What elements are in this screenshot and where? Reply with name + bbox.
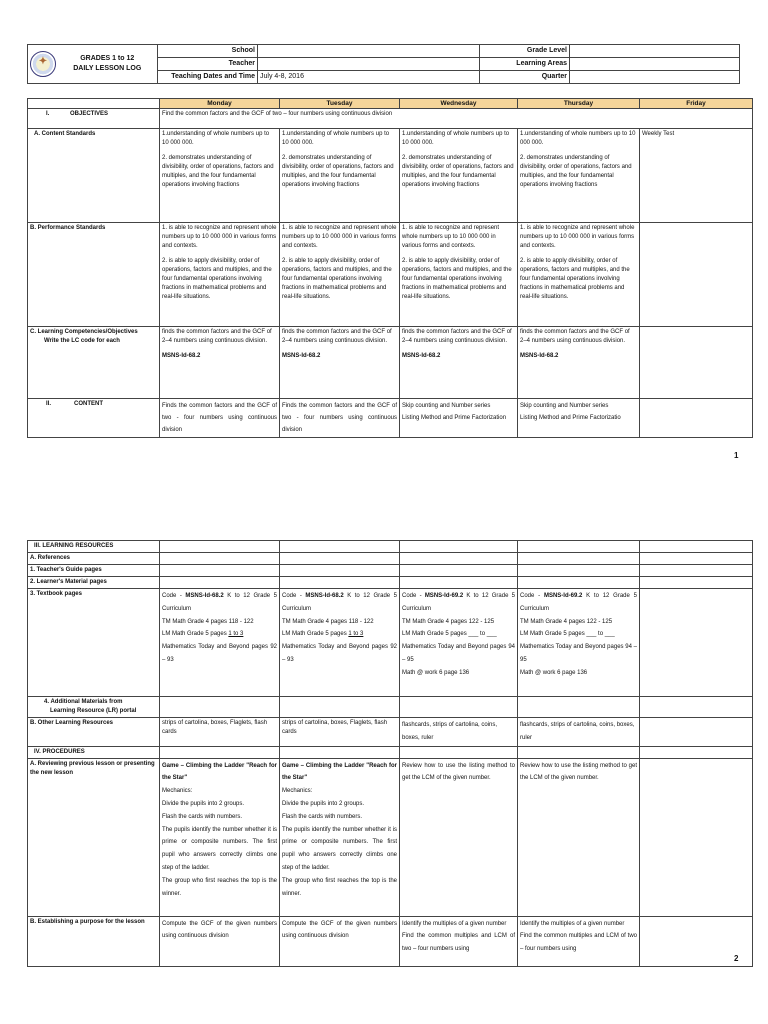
content-row <box>28 399 753 438</box>
tg-pages-row <box>28 565 753 577</box>
other-resources-mon: strips of cartolina, boxes, Flaglets, flash cards <box>160 718 280 747</box>
textbook-tue: Code - MSNS-Id-68.2 K to 12 Grade 5 Curriculum TM Math Grade 4 pages 118 - 122 LM Math Grade 5 pages 1 to 3 Mathematics Today and Beyond pages 92 – 93 <box>280 589 400 697</box>
review-tue: Game – Climbing the Ladder "Reach for the Star" Mechanics: Divide the pupils into 2 groups. Flash the cards with numbers. The pupils identify the number whether it is prime or composite numbers. The first pupil who answers correctly climbs one step of the ladder. The group who first reaches the top is the winner. <box>280 758 400 916</box>
header-table <box>27 44 740 84</box>
performance-standards-label: B. Performance Standards <box>28 223 160 327</box>
deped-seal-icon <box>30 51 56 77</box>
textbook-pages-label: 3. Textbook pages <box>28 589 160 697</box>
content-standards-label: A. Content Standards <box>28 129 160 223</box>
additional-materials-row <box>28 697 753 718</box>
school-label: School <box>158 45 258 58</box>
content-thu: Skip counting and Number series Listing Method and Prime Factorizatio <box>518 399 640 438</box>
competencies-tue: finds the common factors and the GCF of 2–4 numbers using continuous division. MSNS-Id-68.2 <box>280 327 400 399</box>
competencies-mon: finds the common factors and the GCF of 2–4 numbers using continuous division. MSNS-Id-68.2 <box>160 327 280 399</box>
competencies-thu: finds the common factors and the GCF of 2–4 numbers using continuous division. MSNS-Id-68.2 <box>518 327 640 399</box>
learning-resources-label: III. LEARNING RESOURCES <box>28 541 160 553</box>
textbook-fri <box>640 589 753 697</box>
textbook-thu: Code - MSNS-Id-69.2 K to 12 Grade 5 Curriculum TM Math Grade 4 pages 122 - 125 LM Math Grade 5 pages ___ to ___ Mathematics Today and Beyond pages 94 – 95 Math @ work 6 page 136 <box>518 589 640 697</box>
learning-resources-row <box>28 541 753 553</box>
textbook-mon: Code - MSNS-Id-68.2 K to 12 Grade 5 Curriculum TM Math Grade 4 pages 118 - 122 LM Math Grade 5 pages 1 to 3 Mathematics Today and Beyond pages 92 – 93 <box>160 589 280 697</box>
performance-standards-thu: 1. is able to recognize and represent whole numbers up to 10 000 000 in various forms and contexts. 2. is able to apply divisibility, order of operations, factors and multiples, and the four fundamental operations involving fractions in mathematical problems and real-life situations. <box>518 223 640 327</box>
competencies-fri <box>640 327 753 399</box>
objectives-title: OBJECTIVES <box>70 111 109 117</box>
content-standards-row <box>28 129 753 223</box>
page-2 <box>0 510 768 1024</box>
logo-cell <box>28 45 58 84</box>
day-tuesday: Tuesday <box>280 99 400 109</box>
other-resources-row <box>28 718 753 747</box>
purpose-thu: Identify the multiples of a given number Find the common multiples and LCM of two – four numbers using <box>518 916 640 966</box>
procedures-label: IV. PROCEDURES <box>28 746 160 758</box>
competencies-label: C. Learning Competencies/Objectives Write the LC code for each <box>28 327 160 399</box>
performance-standards-wed: 1. is able to recognize and represent whole numbers up to 10 000 000 in various forms and contexts. 2. is able to apply divisibility, order of operations, factors and multiples, and the four fundamental operations involving fractions in mathematical problems and real-life situations. <box>400 223 518 327</box>
review-mon: Game – Climbing the Ladder "Reach for the Star" Mechanics: Divide the pupils into 2 groups. Flash the cards with numbers. The pupils identify the number whether it is prime or composite numbers. The first pupil who answers correctly climbs one step of the ladder. The group who first reaches the top is the winner. <box>160 758 280 916</box>
day-friday: Friday <box>640 99 753 109</box>
procedures-row <box>28 746 753 758</box>
competencies-row <box>28 327 753 399</box>
teacher-field[interactable] <box>258 58 480 71</box>
content-standards-tue: 1.understanding of whole numbers up to 10 000 000. 2. demonstrates understanding of divisibility, order of operations, factors and multiples, and the four fundamental operations involving fractions <box>280 129 400 223</box>
references-label: A. References <box>28 553 160 565</box>
objectives-text: Find the common factors and the GCF of two – four numbers using continuous division <box>160 109 753 129</box>
dates-field[interactable]: July 4-8, 2016 <box>258 71 480 84</box>
lesson-log-table-2 <box>27 540 753 967</box>
review-wed: Review how to use the listing method to get the LCM of the given number. <box>400 758 518 916</box>
dates-label: Teaching Dates and Time <box>158 71 258 84</box>
textbook-wed: Code - MSNS-Id-69.2 K to 12 Grade 5 Curriculum TM Math Grade 4 pages 122 - 125 LM Math Grade 5 pages ___ to ___ Mathematics Today and Beyond pages 94 – 95 Math @ work 6 page 136 <box>400 589 518 697</box>
objectives-row <box>28 109 753 129</box>
content-mon: Finds the common factors and the GCF of two - four numbers using continuous division <box>160 399 280 438</box>
day-header-row <box>28 99 753 109</box>
purpose-label: B. Establishing a purpose for the lesson <box>28 916 160 966</box>
performance-standards-fri <box>640 223 753 327</box>
lm-pages-row <box>28 577 753 589</box>
content-label: II. CONTENT <box>28 399 160 438</box>
tg-pages-label: 1. Teacher's Guide pages <box>28 565 160 577</box>
teacher-label: Teacher <box>158 58 258 71</box>
review-thu: Review how to use the listing method to get the LCM of the given number. <box>518 758 640 916</box>
day-thursday: Thursday <box>518 99 640 109</box>
performance-standards-tue: 1. is able to recognize and represent whole numbers up to 10 000 000 in various forms and contexts. 2. is able to apply divisibility, order of operations, factors and multiples, and the four fundamental operations involving fractions in mathematical problems and real-life situations. <box>280 223 400 327</box>
competencies-wed: finds the common factors and the GCF of 2–4 numbers using continuous division. MSNS-Id-68.2 <box>400 327 518 399</box>
header-title <box>58 45 158 84</box>
other-resources-fri <box>640 718 753 747</box>
lm-pages-label: 2. Learner's Material pages <box>28 577 160 589</box>
school-field[interactable] <box>258 45 480 58</box>
performance-standards-mon: 1. is able to recognize and represent whole numbers up to 10 000 000 in various forms and contexts. 2. is able to apply divisibility, order of operations, factors and multiples, and the four fundamental operations involving fractions in mathematical problems and real-life situations. <box>160 223 280 327</box>
day-header-blank <box>28 99 160 109</box>
content-standards-wed: 1.understanding of whole numbers up to 10 000 000. 2. demonstrates understanding of divisibility, order of operations, factors and multiples, and the four fundamental operations involving fractions <box>400 129 518 223</box>
purpose-mon: Compute the GCF of the given numbers using continuous division <box>160 916 280 966</box>
purpose-tue: Compute the GCF of the given numbers using continuous division <box>280 916 400 966</box>
content-standards-thu: 1.understanding of whole numbers up to 10 000 000. 2. demonstrates understanding of divisibility, order of operations, factors and multiples, and the four fundamental operations involving fractions <box>518 129 640 223</box>
day-monday: Monday <box>160 99 280 109</box>
lesson-log-table <box>27 98 753 438</box>
grade-level-label: Grade Level <box>480 45 570 58</box>
day-wednesday: Wednesday <box>400 99 518 109</box>
content-tue: Finds the common factors and the GCF of two - four numbers using continuous division <box>280 399 400 438</box>
other-resources-wed: flashcards, strips of cartolina, coins, boxes, ruler <box>400 718 518 747</box>
page-1 <box>0 0 768 500</box>
quarter-field[interactable] <box>570 71 740 84</box>
objectives-num: I. <box>46 111 50 117</box>
textbook-pages-row <box>28 589 753 697</box>
performance-standards-row <box>28 223 753 327</box>
additional-materials-label: 4. Additional Materials from Learning Resource (LR) portal <box>28 697 160 718</box>
purpose-row <box>28 916 753 966</box>
quarter-label: Quarter <box>480 71 570 84</box>
learning-areas-label: Learning Areas <box>480 58 570 71</box>
title-line2: DAILY LESSON LOG <box>73 65 142 72</box>
weekly-test-cell: Weekly Test <box>640 129 753 223</box>
other-resources-thu: flashcards, strips of cartolina, coins, boxes, ruler <box>518 718 640 747</box>
other-resources-label: B. Other Learning Resources <box>28 718 160 747</box>
grade-level-field[interactable] <box>570 45 740 58</box>
review-label: A. Reviewing previous lesson or presenting the new lesson <box>28 758 160 916</box>
other-resources-tue: strips of cartolina, boxes, Flaglets, flash cards <box>280 718 400 747</box>
content-wed: Skip counting and Number series Listing Method and Prime Factorization <box>400 399 518 438</box>
page-number-2: 2 <box>734 954 739 963</box>
objectives-label <box>28 109 160 129</box>
review-fri <box>640 758 753 916</box>
content-fri <box>640 399 753 438</box>
page-number-1: 1 <box>734 451 739 460</box>
content-standards-mon: 1.understanding of whole numbers up to 10 000 000. 2. demonstrates understanding of divisibility, order of operations, factors and multiples, and the four fundamental operations involving fractions <box>160 129 280 223</box>
purpose-wed: Identify the multiples of a given number Find the common multiples and LCM of two – four numbers using <box>400 916 518 966</box>
title-line1: GRADES 1 to 12 <box>80 55 135 62</box>
references-row <box>28 553 753 565</box>
review-row <box>28 758 753 916</box>
learning-areas-field[interactable] <box>570 58 740 71</box>
